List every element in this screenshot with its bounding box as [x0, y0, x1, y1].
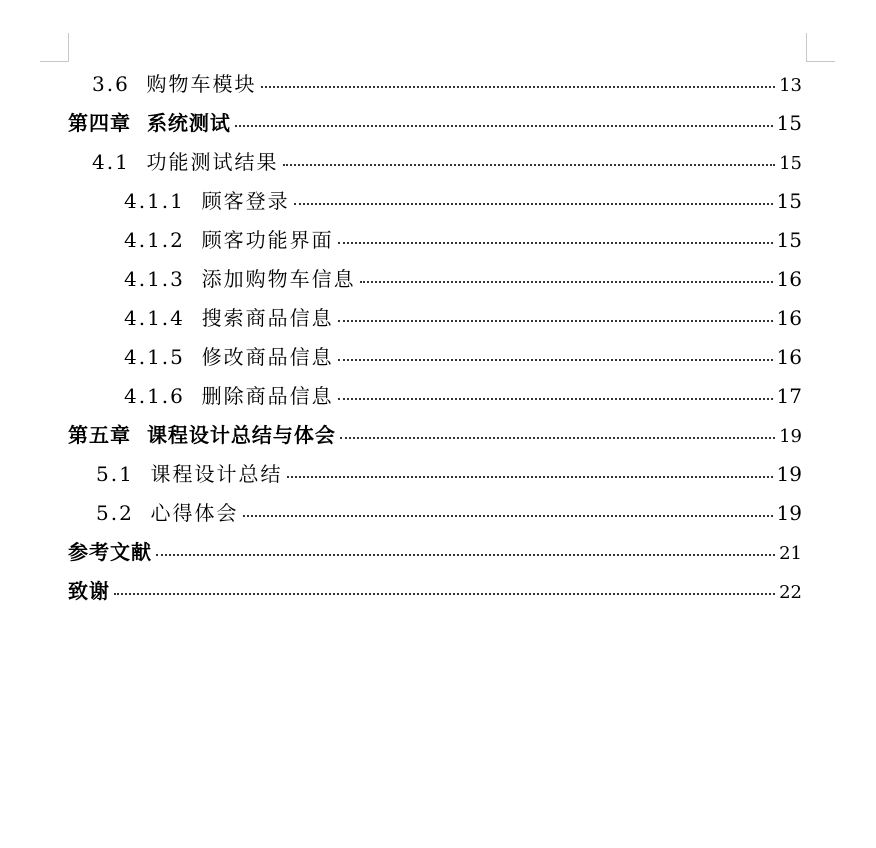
toc-number: 第四章	[68, 111, 131, 135]
toc-entry[interactable]	[124, 224, 802, 250]
toc-title: 参考文献	[68, 540, 152, 564]
dot-leader	[294, 203, 773, 205]
dot-leader	[283, 164, 776, 166]
toc-number: 5.2	[96, 501, 134, 525]
toc-title: 搜索商品信息	[201, 306, 334, 330]
toc-page-number: 15	[776, 111, 802, 135]
toc-entry[interactable]	[96, 458, 802, 484]
toc-entry[interactable]	[124, 341, 802, 367]
toc-title: 修改商品信息	[201, 345, 334, 369]
toc-title: 课程设计总结	[150, 462, 283, 486]
toc-entry[interactable]	[92, 146, 802, 172]
dot-leader	[287, 476, 773, 478]
toc-number: 3.6	[92, 72, 130, 96]
toc-number: 4.1.4	[124, 306, 185, 330]
dot-leader	[338, 359, 773, 361]
dot-leader	[235, 125, 773, 127]
toc-entry[interactable]	[68, 536, 802, 562]
toc-entry[interactable]	[92, 68, 802, 94]
toc-entry[interactable]	[68, 107, 802, 133]
toc-page-number: 22	[779, 582, 802, 603]
toc-title: 添加购物车信息	[201, 267, 356, 291]
dot-leader	[338, 398, 773, 400]
toc-title: 顾客功能界面	[201, 228, 334, 252]
toc-title: 删除商品信息	[201, 384, 334, 408]
toc-title: 顾客登录	[201, 189, 290, 213]
toc-page-number: 17	[776, 384, 802, 408]
toc-entry[interactable]	[68, 419, 802, 445]
toc-number: 4.1	[92, 150, 130, 174]
toc-page-number: 13	[779, 75, 802, 96]
toc-entry[interactable]	[68, 575, 802, 601]
dot-leader	[338, 242, 773, 244]
toc-title: 致谢	[68, 579, 110, 603]
toc-page-number: 19	[776, 462, 802, 486]
toc-title: 心得体会	[150, 501, 239, 525]
toc-page-number: 15	[776, 189, 802, 213]
toc-page-number: 16	[776, 267, 802, 291]
toc-number: 第五章	[68, 423, 131, 447]
toc-page-number: 19	[779, 426, 802, 447]
toc-page-number: 16	[776, 345, 802, 369]
toc-entry[interactable]	[124, 302, 802, 328]
toc-title: 功能测试结果	[146, 150, 279, 174]
toc-entry[interactable]	[124, 263, 802, 289]
dot-leader	[340, 437, 775, 439]
toc-title: 购物车模块	[146, 72, 257, 96]
toc-entry[interactable]	[96, 497, 802, 523]
toc-number: 4.1.3	[124, 267, 185, 291]
toc-entry[interactable]	[124, 380, 802, 406]
dot-leader	[360, 281, 773, 283]
dot-leader	[338, 320, 773, 322]
dot-leader	[114, 593, 775, 595]
toc-entry[interactable]	[124, 185, 802, 211]
toc-number: 4.1.1	[124, 189, 185, 213]
toc-title: 课程设计总结与体会	[146, 423, 336, 447]
page-corner-mark-top-left	[40, 33, 69, 62]
toc-page-number: 15	[776, 228, 802, 252]
dot-leader	[261, 86, 776, 88]
page-corner-mark-top-right	[806, 33, 835, 62]
toc-page-number: 19	[776, 501, 802, 525]
dot-leader	[156, 554, 775, 556]
toc-page-number: 15	[779, 153, 802, 174]
toc-title: 系统测试	[146, 111, 231, 135]
toc-number: 4.1.5	[124, 345, 185, 369]
toc-number: 4.1.6	[124, 384, 185, 408]
dot-leader	[243, 515, 773, 517]
toc-number: 4.1.2	[124, 228, 185, 252]
toc-number: 5.1	[96, 462, 134, 486]
toc-page-number: 21	[779, 543, 802, 564]
toc-page-number: 16	[776, 306, 802, 330]
